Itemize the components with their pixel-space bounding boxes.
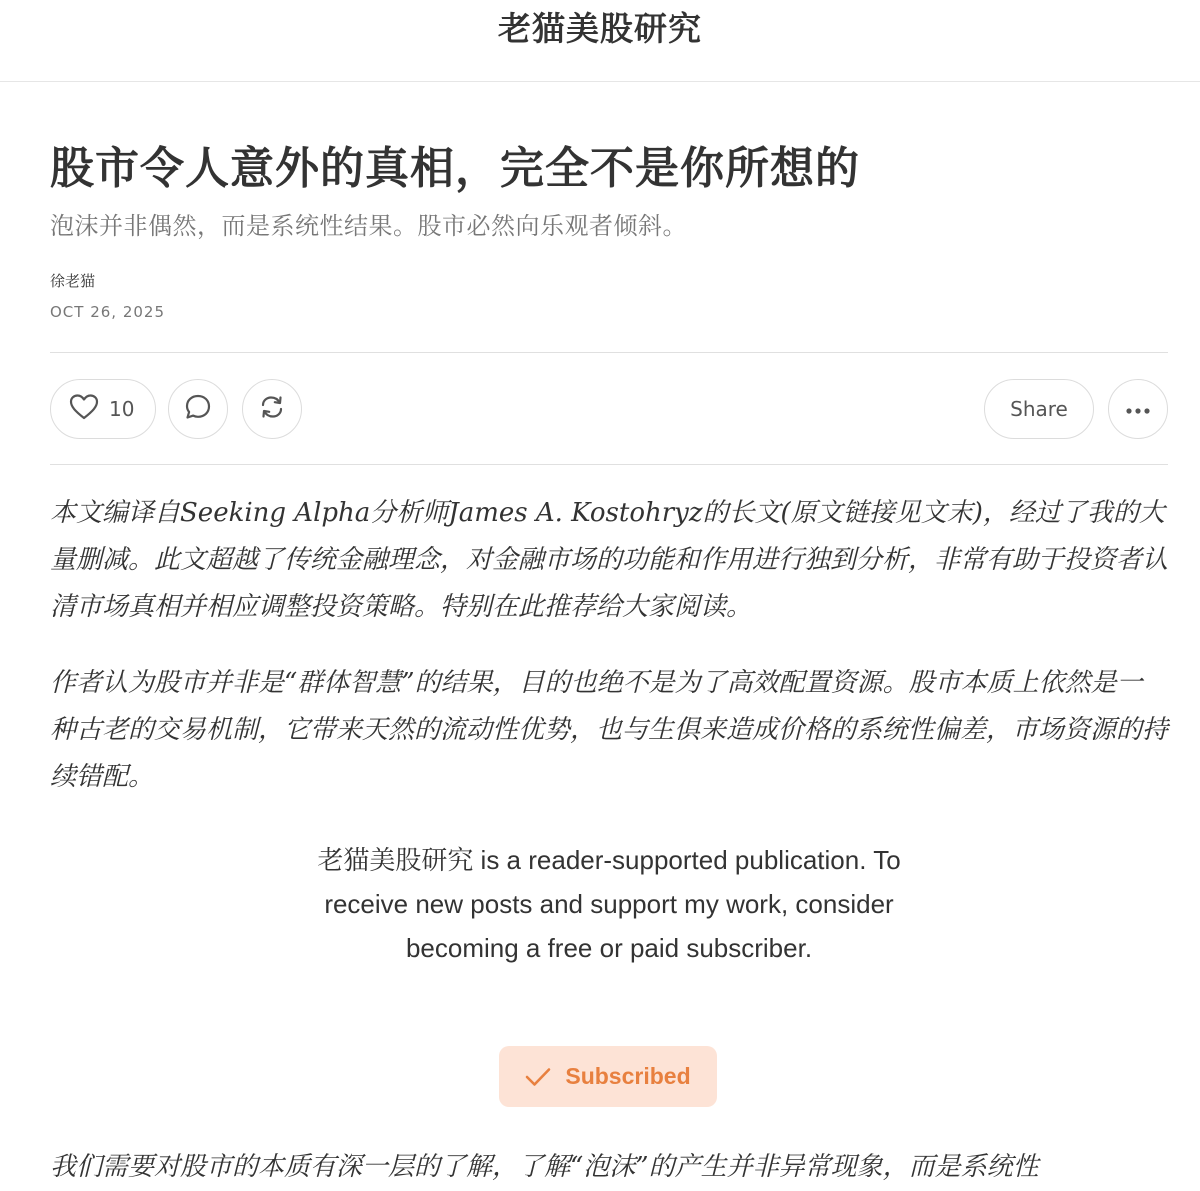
post-subtitle: 泡沫并非偶然，而是系统性结果。股市必然向乐观者倾斜。 [50,212,687,240]
divider [50,464,1168,465]
comment-button[interactable] [168,379,228,439]
body-paragraph: 作者认为股市并非是“群体智慧”的结果，目的也绝不是为了高效配置资源。股市本质上依然是一种古老的交易机制，它带来天然的流动性优势，也与生俱来造成价格的系统性偏差，市场资源的持续错配。 [50,668,1169,792]
divider [50,352,1168,353]
body-paragraph: 本文编译自Seeking Alpha分析师James A. Kostohryz的长文(原文链接见文末)，经过了我的大量删减。此文超越了传统金融理念，对金融市场的功能和作用进行独到分析，非常有助于投资者认清市场真相并相应调整投资策略。特别在此推荐给大家阅读。 [50,498,1169,622]
like-count: 10 [109,397,135,421]
more-icon [1123,400,1153,419]
comment-icon [183,392,213,426]
share-button[interactable]: Share [984,379,1094,439]
restack-button[interactable] [242,379,302,439]
publication-name[interactable]: 老猫美股研究 [498,9,702,48]
subscribe-note: 老猫美股研究 is a reader-supported publication. To receive new posts and support my work, consider becoming a free or paid subscriber. [317,845,901,963]
like-button[interactable] [50,379,156,439]
body-paragraph: 我们需要对股市的本质有深一层的了解，了解“泡沫”的产生并非异常现象，而是系统性 [50,1152,1039,1182]
subscribed-label: Subscribed [565,1063,691,1089]
restack-icon [257,392,287,426]
post-title: 股市令人意外的真相，完全不是你所想的 [50,143,860,194]
subscribed-button[interactable] [499,1046,717,1107]
author-name[interactable]: 徐老猫 [50,272,96,290]
heart-icon [69,393,99,425]
post-date: OCT 26, 2025 [50,303,166,321]
more-options-button[interactable] [1108,379,1168,439]
top-bar [0,0,1200,82]
checkmark-icon [525,1067,551,1087]
